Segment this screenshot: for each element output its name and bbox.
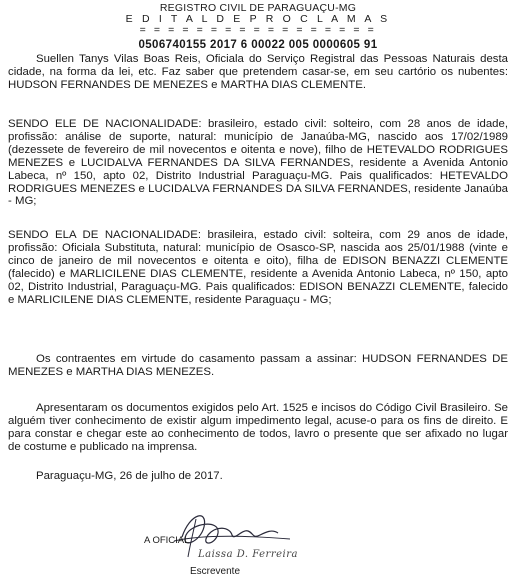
document-header bbox=[0, 3, 516, 51]
document-code: 0506740155 2017 6 00022 005 0000605 91 bbox=[138, 39, 378, 51]
oficial-label: A OFICIAL bbox=[144, 535, 190, 546]
registry-title: REGISTRO CIVIL DE PARAGUAÇU-MG bbox=[159, 2, 357, 14]
signing-paragraph: Os contraentes em virtude do casamento passam a assinar: HUDSON FERNANDES DE MENEZES e MARTHA DIAS MENEZES. bbox=[8, 353, 508, 378]
signer-role: Escrevente bbox=[190, 566, 241, 577]
bride-paragraph: SENDO ELA DE NACIONALIDADE: brasileira, estado civil: solteira, com 29 anos de idade, profissão: Oficiala Substituta, natural: município de Osasco-SP, nascida aos 25/01/1988 (vinte e cinco de janeiro de mil novecentos e oitenta e oito), filha de EDISON BENAZZI CLEMENTE (falecido) e MARLICILENE DIAS CLEMENTE, residente a Avenida Antonio Labeca, nº 150, apto 02, Distrito Industrial, Paraguaçu-MG. Pais qualificados: EDISON BENAZZI CLEMENTE, falecido e MARLICILENE DIAS CLEMENTE, residente Paraguaçu - MG; bbox=[8, 229, 508, 306]
edital-title: E D I T A L D E P R O C L A M A S bbox=[125, 13, 391, 25]
date-line: Paraguaçu-MG, 26 de julho de 2017. bbox=[36, 470, 223, 482]
signer-stamp-name: Laissa D. Ferreira bbox=[198, 549, 298, 560]
groom-paragraph: SENDO ELE DE NACIONALIDADE: brasileiro, estado civil: solteiro, com 28 anos de idade, profissão: análise de suporte, natural: município de Janaúba-MG, nascido aos 17/02/1989 (dezessete de fevereiro de mil novecentos e oitenta e nove), filho de HETEVALDO RODRIGUES MENEZES e LUCIDALVA FERNANDES DA SILVA FERNANDES, residente a Avenida Antonio Labeca, nº 150, apto 02, Distrito Industrial Paraguaçu-MG. Pais qualificados: HETEVALDO RODRIGUES MENEZES e LUCIDALVA FERNANDES DA SILVA FERNANDES, residente Janaúba - MG; bbox=[8, 118, 508, 208]
documents-paragraph: Apresentaram os documentos exigidos pelo Art. 1525 e incisos do Código Civil Brasileiro. Se alguém tiver conhecimento de existir algum impedimento legal, acuse-o para os fins de direito. E para constar e chegar este ao conhecimento de todos, lavro o presente que ser afixado no lugar de costume e publicado na imprensa. bbox=[8, 402, 508, 453]
title-underline: = = = = = = = = = = = = = = = = = bbox=[139, 24, 377, 36]
intro-paragraph: Suellen Tanys Vilas Boas Reis, Oficiala do Serviço Registral das Pessoas Naturais desta cidade, na forma da lei, etc. Faz saber que pretendem casar-se, em seu cartório os nubentes: HUDSON FERNANDES DE MENEZES e MARTHA DIAS CLEMENTE. bbox=[8, 53, 508, 91]
